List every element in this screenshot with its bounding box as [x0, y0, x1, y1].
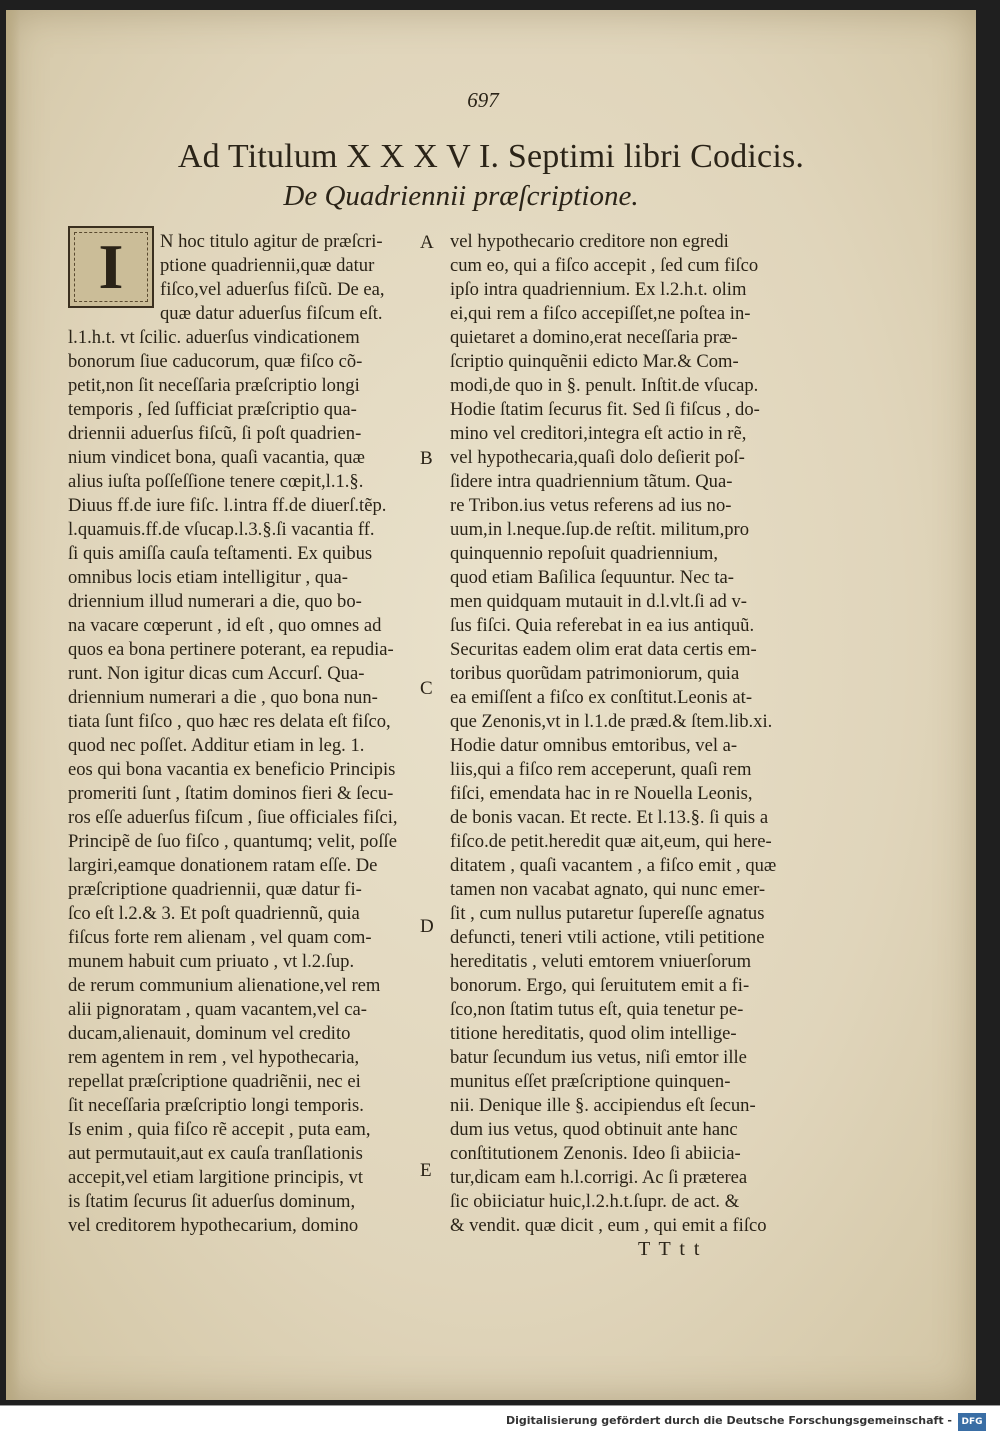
- text-line: nii. Denique ille §. accipiendus eſt ſecun-: [450, 1095, 756, 1116]
- text-line: N hoc titulo agitur de præſcri-: [160, 231, 383, 252]
- text-line: quinquennio repoſuit quadriennium,: [450, 543, 719, 564]
- text-line: Hodie ſtatim ſecurus fit. Sed ſi fiſcus , do-: [450, 399, 760, 420]
- text-line: uum,in l.neque.ſup.de reſtit. militum,pro: [450, 519, 750, 540]
- text-line: quod nec poſſet. Additur etiam in leg. 1.: [68, 735, 365, 756]
- text-line: munem habuit cum priuato , vt l.2.ſup.: [68, 951, 355, 972]
- text-line: is ſtatim ſecurus ſit aduerſus dominum,: [68, 1191, 356, 1212]
- text-line: ditatem , quaſi vacantem , a fiſco emit , quæ: [450, 855, 777, 876]
- text-line: modi,de quo in §. penult. Inſtit.de vſucap.: [450, 375, 759, 396]
- text-line: ros eſſe aduerſus fiſcum , ſiue officiales fiſci,: [68, 807, 398, 828]
- book-page: [6, 10, 976, 1400]
- text-line: fiſco,vel aduerſus fiſcũ. De ea,: [160, 279, 385, 300]
- initial-letter: I: [98, 231, 124, 302]
- page-binding-edge: [6, 10, 20, 1400]
- text-line: toribus quorũdam patrimoniorum, quia: [450, 663, 740, 684]
- text-line: quæ datur aduerſus fiſcum eſt.: [160, 303, 383, 324]
- page-number: 697: [467, 88, 499, 112]
- text-line: quos ea bona pertinere poterant, ea repudia-: [68, 639, 394, 660]
- text-line: ſus fiſci. Quia referebat in ea ius antiquũ.: [450, 615, 755, 636]
- text-line: munitus eſſet præſcriptione quinquen-: [450, 1071, 731, 1092]
- text-line: ſcriptio quinquẽnii edicto Mar.& Com-: [450, 351, 739, 372]
- text-line: de rerum communium alienatione,vel rem: [68, 975, 381, 996]
- right-column: [450, 230, 810, 1238]
- text-line: repellat præſcriptione quadriẽnii, nec ei: [68, 1071, 361, 1092]
- text-line: que Zenonis,vt in l.1.de præd.& ſtem.lib.xi.: [450, 711, 773, 732]
- text-line: ſi quis amiſſa cauſa teſtamenti. Ex quibus: [68, 543, 373, 564]
- text-line: fiſco.de petit.heredit quæ ait,eum, qui here-: [450, 831, 772, 852]
- footer-bar: [0, 1405, 1000, 1440]
- text-line: l.1.h.t. vt ſcilic. aduerſus vindicationem: [68, 327, 360, 348]
- text-line: runt. Non igitur dicas cum Accurſ. Qua-: [68, 663, 365, 684]
- text-line: Diuus ff.de iure fiſc. l.intra ff.de diuerſ.tẽp.: [68, 495, 387, 516]
- text-line: ei,qui rem a fiſco accepiſſet,ne poſtea in-: [450, 303, 751, 324]
- left-column: [68, 230, 428, 1238]
- text-line: Is enim , quia fiſco rẽ accepit , puta eam,: [68, 1119, 371, 1140]
- text-line: re Tribon.ius vetus referens ad ius no-: [450, 495, 732, 516]
- text-line: tur,dicam eam h.l.corrigi. Ac ſi præterea: [450, 1167, 748, 1188]
- text-line: ptione quadriennii,quæ datur: [160, 255, 375, 276]
- page-title: Ad Titulum X X X V I. Septimi libri Codicis.: [177, 138, 805, 175]
- text-line: men quidquam mutauit in d.l.vlt.ſi ad v-: [450, 591, 747, 612]
- text-line: fiſci, emendata hac in re Nouella Leonis,: [450, 783, 753, 804]
- text-line: ea emiſſent a fiſco ex conſtitut.Leonis at-: [450, 687, 753, 708]
- margin-letter-c: C: [420, 678, 433, 699]
- text-line: defuncti, teneri vtili actione, vtili petitione: [450, 927, 765, 948]
- text-line: dum ius vetus, quod obtinuit ante hanc: [450, 1119, 738, 1140]
- text-line: ducam,alienauit, dominum vel credito: [68, 1023, 351, 1044]
- text-line: ſic obiiciatur huic,l.2.h.t.ſupr. de act. &: [450, 1191, 740, 1212]
- text-line: promeriti ſunt , ſtatim dominos fieri & ſecu-: [68, 783, 394, 804]
- text-line: alii pignoratam , quam vacantem,vel ca-: [68, 999, 367, 1020]
- text-line: titione hereditatis, quod olim intellige-: [450, 1023, 737, 1044]
- text-line: liis,qui a fiſco rem acceperunt, quaſi rem: [450, 759, 752, 780]
- text-line: & vendit. quæ dicit , eum , qui emit a fiſco: [450, 1215, 767, 1236]
- text-line: mino vel creditori,integra eſt actio in rẽ,: [450, 423, 747, 444]
- text-line: Principẽ de ſuo fiſco , quantumq; velit, poſſe: [68, 831, 397, 852]
- text-line: ſit , cum nullus putaretur ſupereſſe agnatus: [450, 903, 765, 924]
- text-line: cum eo, qui a fiſco accepit , ſed cum fiſco: [450, 255, 759, 276]
- text-line: bonorum ſiue caducorum, quæ fiſco cõ-: [68, 351, 363, 372]
- text-line: tiata ſunt fiſco , quo hæc res delata eſt fiſco,: [68, 711, 391, 732]
- text-line: driennium illud numerari a die, quo bo-: [68, 591, 362, 612]
- footer-credit: Digitalisierung gefördert durch die Deutsche Forschungsgemeinschaft -: [505, 1414, 952, 1427]
- margin-letter-a: A: [420, 232, 434, 253]
- text-line: petit,non ſit neceſſaria præſcriptio longi: [68, 375, 360, 396]
- text-line: vel hypothecario creditore non egredi: [450, 231, 729, 252]
- text-line: nium vindicet bona, quaſi vacantia, quæ: [68, 447, 365, 468]
- text-line: vel hypothecaria,quaſi dolo deſierit poſ-: [450, 447, 745, 468]
- text-line: tamen non vacabat agnato, qui nunc emer-: [450, 879, 766, 900]
- text-line: omnibus locis etiam intelligitur , qua-: [68, 567, 348, 588]
- text-line: rem agentem in rem , vel hypothecaria,: [68, 1047, 360, 1068]
- text-line: vel creditorem hypothecarium, domino: [68, 1215, 359, 1236]
- text-line: alius iuſta poſſeſſione tenere cœpit,l.1.§.: [68, 471, 364, 492]
- text-line: accepit,vel etiam largitione principis, vt: [68, 1167, 363, 1188]
- text-line: driennii aduerſus fiſcũ, ſi poſt quadrien-: [68, 423, 362, 444]
- dfg-logo: DFG: [958, 1413, 986, 1431]
- margin-letter-b: B: [420, 448, 433, 469]
- text-line: ſco eſt l.2.& 3. Et poſt quadriennũ, quia: [68, 903, 360, 924]
- text-line: quod etiam Baſilica ſequuntur. Nec ta-: [450, 567, 734, 588]
- page-subtitle: De Quadriennii præſcriptione.: [283, 180, 639, 212]
- text-line: quietaret a domino,erat neceſſaria præ-: [450, 327, 738, 348]
- text-line: batur ſecundum ius vetus, niſi emtor ille: [450, 1047, 747, 1068]
- text-line: ſco,non ſtatim tutus eſt, quia tenetur pe-: [450, 999, 744, 1020]
- text-line: eos qui bona vacantia ex beneficio Principis: [68, 759, 396, 780]
- margin-letter-e: E: [420, 1160, 432, 1181]
- text-line: præſcriptione quadriennii, quæ datur fi-: [68, 879, 362, 900]
- text-line: hereditatis , veluti emtorem vniuerſorum: [450, 951, 752, 972]
- text-line: temporis , ſed ſufficiat præſcriptio qua-: [68, 399, 357, 420]
- text-line: de bonis vacan. Et recte. Et l.13.§. ſi quis a: [450, 807, 769, 828]
- catchword: T T t t: [638, 1238, 702, 1260]
- text-line: ſit neceſſaria præſcriptio longi temporis.: [68, 1095, 364, 1116]
- text-line: largiri,eamque donationem ratam eſſe. De: [68, 855, 378, 876]
- text-line: na vacare cœperunt , id eſt , quo omnes ad: [68, 615, 382, 636]
- text-line: aut permutauit,aut ex cauſa tranſlationis: [68, 1143, 363, 1164]
- text-line: driennium numerari a die , quo bona nun-: [68, 687, 378, 708]
- text-line: ipſo intra quadriennium. Ex l.2.h.t. olim: [450, 279, 747, 300]
- text-line: bonorum. Ergo, qui ſeruitutem emit a fi-: [450, 975, 750, 996]
- margin-letter-d: D: [420, 916, 434, 937]
- text-line: fiſcus forte rem alienam , vel quam com-: [68, 927, 372, 948]
- text-line: ſidere intra quadriennium tãtum. Qua-: [450, 471, 733, 492]
- text-line: Hodie datur omnibus emtoribus, vel a-: [450, 735, 738, 756]
- text-line: l.quamuis.ff.de vſucap.l.3.§.ſi vacantia ff.: [68, 519, 375, 540]
- text-line: conſtitutionem Zenonis. Ideo ſi abiicia-: [450, 1143, 741, 1164]
- text-line: Securitas eadem olim erat data certis em-: [450, 639, 757, 660]
